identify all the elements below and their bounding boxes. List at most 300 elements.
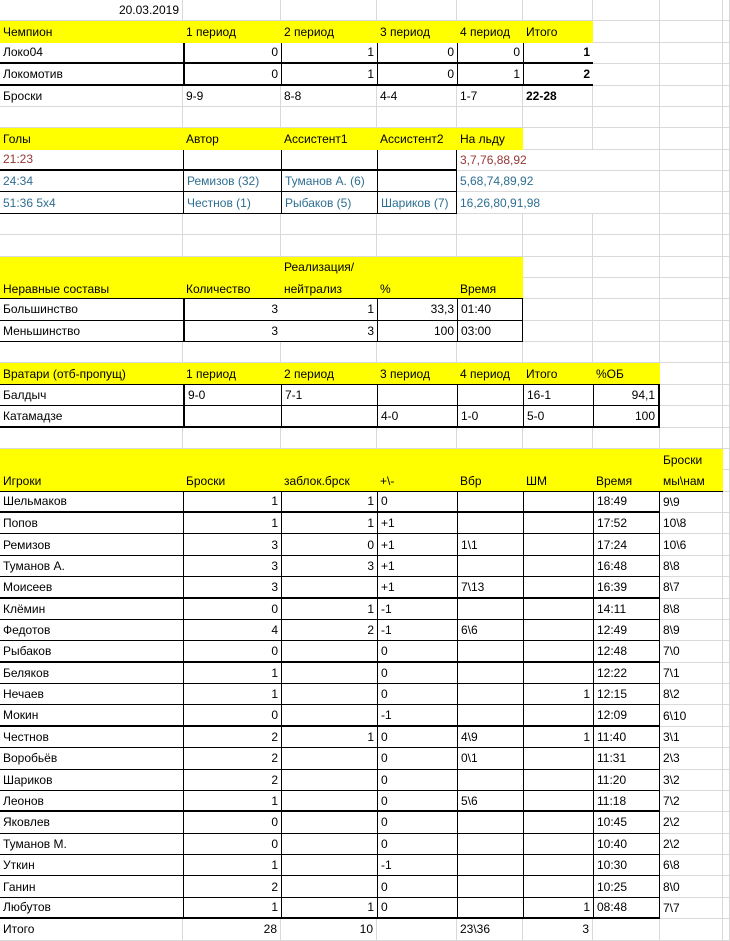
player-name-cell[interactable]: Воробьёв	[0, 748, 183, 769]
date-cell[interactable]: 20.03.2019	[0, 0, 183, 21]
col-header[interactable]: %ОБ	[596, 367, 624, 382]
player-name-cell[interactable]: Клёмин	[0, 599, 183, 620]
grid-cell[interactable]	[723, 363, 730, 384]
grid-cell[interactable]	[593, 86, 660, 107]
grid-cell[interactable]	[457, 0, 523, 21]
grid-cell[interactable]	[723, 727, 730, 748]
grid-cell[interactable]	[660, 0, 723, 21]
grid-cell[interactable]	[660, 299, 723, 320]
grid-cell[interactable]	[523, 128, 593, 149]
goal-assist2-cell[interactable]	[377, 171, 457, 192]
data-cell[interactable]	[281, 876, 377, 897]
data-cell[interactable]: 7\0	[660, 641, 723, 662]
data-cell[interactable]: 3	[183, 534, 281, 555]
grid-cell[interactable]	[523, 299, 593, 320]
data-cell[interactable]: 10	[281, 919, 377, 940]
data-cell[interactable]: 0	[183, 43, 281, 64]
goal-assist1-cell[interactable]: Рыбаков (5)	[281, 192, 377, 213]
grid-cell[interactable]	[723, 43, 730, 64]
data-cell[interactable]: -1	[377, 620, 457, 641]
grid-cell[interactable]	[523, 321, 593, 342]
data-cell[interactable]: 16-1	[523, 385, 593, 406]
data-cell[interactable]	[457, 513, 523, 534]
goal-author-cell[interactable]	[183, 150, 281, 171]
grid-cell[interactable]	[723, 235, 730, 256]
data-cell[interactable]: 12:09	[593, 705, 660, 726]
grid-cell[interactable]	[183, 214, 281, 235]
player-name-cell[interactable]: Любутов	[0, 898, 183, 919]
data-cell[interactable]	[523, 812, 593, 833]
data-cell[interactable]: 03:00	[457, 321, 523, 342]
grid-cell[interactable]	[523, 107, 593, 128]
grid-cell[interactable]	[723, 641, 730, 662]
data-cell[interactable]: 0	[377, 663, 457, 684]
player-name-cell[interactable]: Моисеев	[0, 577, 183, 598]
data-cell[interactable]: 0	[183, 641, 281, 662]
on-ice-cell[interactable]: 3,7,76,88,92	[457, 150, 660, 171]
data-cell[interactable]: 6\10	[660, 705, 723, 726]
grid-cell[interactable]	[593, 128, 660, 149]
grid-cell[interactable]	[377, 342, 457, 363]
data-cell[interactable]: 0	[183, 812, 281, 833]
data-cell[interactable]: 01:40	[457, 299, 523, 320]
data-cell[interactable]	[457, 492, 523, 513]
data-cell[interactable]: 1	[281, 43, 377, 64]
total-cell[interactable]: 22-28	[523, 86, 593, 107]
grid-cell[interactable]	[723, 919, 730, 940]
col-header[interactable]: 3 период	[380, 25, 430, 40]
data-cell[interactable]: 10:30	[593, 855, 660, 876]
grid-cell[interactable]	[593, 64, 660, 85]
data-cell[interactable]	[523, 556, 593, 577]
data-cell[interactable]	[281, 748, 377, 769]
data-cell[interactable]: 0	[183, 64, 281, 85]
grid-cell[interactable]	[593, 428, 660, 449]
col-header[interactable]: 2 период	[284, 367, 334, 382]
data-cell[interactable]: 2\2	[660, 812, 723, 833]
data-cell[interactable]: 8\2	[660, 684, 723, 705]
data-cell[interactable]: 0	[377, 770, 457, 791]
grid-cell[interactable]	[593, 278, 660, 299]
data-cell[interactable]	[281, 641, 377, 662]
grid-cell[interactable]	[523, 235, 593, 256]
col-header[interactable]: Броски	[186, 473, 226, 488]
grid-cell[interactable]	[593, 107, 660, 128]
col-header[interactable]: Чемпион	[3, 25, 53, 40]
data-cell[interactable]: 12:48	[593, 641, 660, 662]
grid-cell[interactable]	[723, 898, 730, 919]
grid-cell[interactable]	[377, 107, 457, 128]
grid-cell[interactable]	[723, 64, 730, 85]
data-cell[interactable]: +1	[377, 556, 457, 577]
data-cell[interactable]: 2	[183, 748, 281, 769]
grid-cell[interactable]	[660, 86, 723, 107]
grid-cell[interactable]	[593, 43, 660, 64]
data-cell[interactable]: 2	[183, 727, 281, 748]
grid-cell[interactable]	[523, 342, 593, 363]
grid-cell[interactable]	[281, 428, 377, 449]
data-cell[interactable]: 14:11	[593, 599, 660, 620]
data-cell[interactable]	[523, 834, 593, 855]
row-label[interactable]: Итого	[0, 919, 183, 940]
col-header[interactable]: Количество	[186, 281, 251, 296]
grid-cell[interactable]	[660, 21, 723, 42]
col-header[interactable]: %	[380, 281, 391, 296]
player-name-cell[interactable]: Федотов	[0, 620, 183, 641]
grid-cell[interactable]	[593, 214, 660, 235]
grid-cell[interactable]	[723, 577, 730, 598]
data-cell[interactable]: 4-0	[377, 406, 457, 427]
data-cell[interactable]: 94,1	[593, 385, 660, 406]
col-header[interactable]: Ассистент2	[380, 131, 444, 146]
grid-cell[interactable]	[723, 278, 730, 299]
data-cell[interactable]: 10\8	[660, 513, 723, 534]
data-cell[interactable]: 3	[281, 556, 377, 577]
data-cell[interactable]: 1\1	[457, 534, 523, 555]
grid-cell[interactable]	[660, 171, 723, 192]
grid-cell[interactable]	[0, 214, 183, 235]
grid-cell[interactable]	[660, 257, 723, 278]
grid-cell[interactable]	[660, 43, 723, 64]
data-cell[interactable]	[523, 492, 593, 513]
grid-cell[interactable]	[377, 214, 457, 235]
data-cell[interactable]	[183, 406, 281, 427]
data-cell[interactable]: 5\6	[457, 791, 523, 812]
grid-cell[interactable]	[523, 257, 593, 278]
data-cell[interactable]: 33,3	[377, 299, 457, 320]
goal-time-cell[interactable]: 21:23	[0, 150, 183, 171]
data-cell[interactable]: +1	[377, 577, 457, 598]
data-cell[interactable]: 1	[281, 599, 377, 620]
grid-cell[interactable]	[723, 513, 730, 534]
grid-cell[interactable]	[377, 0, 457, 21]
goal-assist1-cell[interactable]: Туманов А. (6)	[281, 171, 377, 192]
player-name-cell[interactable]: Честнов	[0, 727, 183, 748]
player-name-cell[interactable]: Туманов М.	[0, 834, 183, 855]
grid-cell[interactable]	[723, 705, 730, 726]
data-cell[interactable]: 1	[183, 663, 281, 684]
player-name-cell[interactable]: Рыбаков	[0, 641, 183, 662]
data-cell[interactable]: 11:18	[593, 791, 660, 812]
grid-cell[interactable]	[723, 534, 730, 555]
data-cell[interactable]: 100	[377, 321, 457, 342]
grid-cell[interactable]	[723, 21, 730, 42]
grid-cell[interactable]	[593, 321, 660, 342]
data-cell[interactable]: 3	[183, 556, 281, 577]
col-header[interactable]: Время	[596, 473, 633, 488]
grid-cell[interactable]	[281, 214, 377, 235]
data-cell[interactable]: 10:45	[593, 812, 660, 833]
goal-time-cell[interactable]: 51:36 5x4	[0, 192, 183, 213]
data-cell[interactable]	[281, 770, 377, 791]
data-cell[interactable]: 3\1	[660, 727, 723, 748]
data-cell[interactable]: 3	[523, 919, 593, 940]
player-name-cell[interactable]: Шельмаков	[0, 492, 183, 513]
data-cell[interactable]	[523, 620, 593, 641]
data-cell[interactable]: 11:31	[593, 748, 660, 769]
data-cell[interactable]: 1	[183, 513, 281, 534]
goal-assist2-cell[interactable]	[377, 150, 457, 171]
data-cell[interactable]	[457, 834, 523, 855]
grid-cell[interactable]	[457, 428, 523, 449]
grid-cell[interactable]	[660, 321, 723, 342]
data-cell[interactable]: 1	[183, 684, 281, 705]
grid-cell[interactable]	[723, 812, 730, 833]
data-cell[interactable]: 2	[281, 620, 377, 641]
data-cell[interactable]: 8\7	[660, 577, 723, 598]
total-cell[interactable]: 2	[523, 64, 593, 85]
data-cell[interactable]: +1	[377, 534, 457, 555]
player-name-cell[interactable]: Ремизов	[0, 534, 183, 555]
data-cell[interactable]: 0	[377, 492, 457, 513]
data-cell[interactable]	[523, 855, 593, 876]
data-cell[interactable]: 2\2	[660, 834, 723, 855]
grid-cell[interactable]	[660, 278, 723, 299]
grid-cell[interactable]	[377, 919, 457, 940]
data-cell[interactable]: 17:24	[593, 534, 660, 555]
data-cell[interactable]	[457, 812, 523, 833]
goalie-name-cell[interactable]: Балдыч	[0, 385, 183, 406]
data-cell[interactable]: +1	[377, 513, 457, 534]
data-cell[interactable]	[281, 663, 377, 684]
grid-cell[interactable]	[0, 107, 183, 128]
data-cell[interactable]: 9-0	[183, 385, 281, 406]
grid-cell[interactable]	[0, 235, 183, 256]
grid-cell[interactable]	[723, 107, 730, 128]
data-cell[interactable]: 0	[281, 534, 377, 555]
data-cell[interactable]: 18:49	[593, 492, 660, 513]
data-cell[interactable]	[523, 641, 593, 662]
grid-cell[interactable]	[660, 363, 723, 384]
grid-cell[interactable]	[593, 235, 660, 256]
grid-cell[interactable]	[457, 214, 523, 235]
col-header[interactable]: мы\нам	[663, 473, 705, 488]
grid-cell[interactable]	[723, 257, 730, 278]
grid-cell[interactable]	[723, 171, 730, 192]
grid-cell[interactable]	[723, 86, 730, 107]
grid-cell[interactable]	[377, 235, 457, 256]
goal-assist1-cell[interactable]	[281, 150, 377, 171]
data-cell[interactable]: 1	[183, 855, 281, 876]
data-cell[interactable]: 1	[523, 727, 593, 748]
data-cell[interactable]: 9-9	[183, 86, 281, 107]
grid-cell[interactable]	[281, 235, 377, 256]
grid-cell[interactable]	[723, 321, 730, 342]
data-cell[interactable]: 0\1	[457, 748, 523, 769]
data-cell[interactable]	[457, 641, 523, 662]
row-label[interactable]: Броски	[0, 86, 183, 107]
data-cell[interactable]: 0	[183, 705, 281, 726]
grid-cell[interactable]	[723, 406, 730, 427]
data-cell[interactable]: 8\8	[660, 599, 723, 620]
grid-cell[interactable]	[723, 385, 730, 406]
data-cell[interactable]: -1	[377, 705, 457, 726]
grid-cell[interactable]	[281, 342, 377, 363]
data-cell[interactable]: 1	[523, 684, 593, 705]
data-cell[interactable]: 8\8	[660, 556, 723, 577]
data-cell[interactable]: 17:52	[593, 513, 660, 534]
col-header[interactable]: Итого	[526, 367, 558, 382]
grid-cell[interactable]	[593, 0, 660, 21]
data-cell[interactable]: 0	[377, 748, 457, 769]
data-cell[interactable]: 12:15	[593, 684, 660, 705]
data-cell[interactable]: 4	[183, 620, 281, 641]
player-name-cell[interactable]: Туманов А.	[0, 556, 183, 577]
col-header[interactable]: 1 период	[186, 367, 236, 382]
data-cell[interactable]: 1-0	[457, 406, 523, 427]
data-cell[interactable]	[457, 770, 523, 791]
grid-cell[interactable]	[457, 107, 523, 128]
data-cell[interactable]	[457, 599, 523, 620]
data-cell[interactable]: -1	[377, 855, 457, 876]
data-cell[interactable]	[281, 705, 377, 726]
grid-cell[interactable]	[660, 214, 723, 235]
col-header[interactable]: Итого	[526, 25, 558, 40]
grid-cell[interactable]	[723, 492, 730, 513]
grid-cell[interactable]	[593, 919, 660, 940]
grid-cell[interactable]	[281, 0, 377, 21]
data-cell[interactable]: 8-8	[281, 86, 377, 107]
data-cell[interactable]	[281, 406, 377, 427]
grid-cell[interactable]	[723, 556, 730, 577]
data-cell[interactable]	[523, 876, 593, 897]
data-cell[interactable]	[523, 663, 593, 684]
data-cell[interactable]: 16:48	[593, 556, 660, 577]
data-cell[interactable]: 1	[183, 492, 281, 513]
grid-cell[interactable]	[723, 299, 730, 320]
grid-cell[interactable]	[593, 21, 660, 42]
data-cell[interactable]: 2	[183, 876, 281, 897]
grid-cell[interactable]	[660, 192, 723, 213]
grid-cell[interactable]	[281, 107, 377, 128]
data-cell[interactable]	[281, 791, 377, 812]
grid-cell[interactable]	[723, 428, 730, 449]
data-cell[interactable]: 7-1	[281, 385, 377, 406]
data-cell[interactable]: 6\6	[457, 620, 523, 641]
col-header[interactable]: Броски	[663, 452, 703, 467]
grid-cell[interactable]	[523, 214, 593, 235]
data-cell[interactable]: 1	[183, 791, 281, 812]
col-header[interactable]: Автор	[186, 131, 219, 146]
data-cell[interactable]	[281, 855, 377, 876]
data-cell[interactable]: 0	[377, 43, 457, 64]
col-header[interactable]: На льду	[460, 131, 505, 146]
data-cell[interactable]: 11:20	[593, 770, 660, 791]
data-cell[interactable]: 0	[377, 876, 457, 897]
col-header[interactable]: Вратари (отб-пропущ)	[3, 367, 126, 382]
data-cell[interactable]: 0	[377, 684, 457, 705]
grid-cell[interactable]	[723, 855, 730, 876]
data-cell[interactable]	[457, 385, 523, 406]
data-cell[interactable]: 1	[281, 898, 377, 919]
grid-cell[interactable]	[660, 406, 723, 427]
data-cell[interactable]	[523, 577, 593, 598]
col-header[interactable]: +\-	[380, 473, 395, 488]
data-cell[interactable]: 2	[183, 770, 281, 791]
grid-cell[interactable]	[183, 107, 281, 128]
grid-cell[interactable]	[723, 663, 730, 684]
data-cell[interactable]	[523, 599, 593, 620]
data-cell[interactable]: 10\6	[660, 534, 723, 555]
grid-cell[interactable]	[723, 684, 730, 705]
data-cell[interactable]: 1	[281, 513, 377, 534]
grid-cell[interactable]	[523, 278, 593, 299]
data-cell[interactable]	[281, 812, 377, 833]
grid-cell[interactable]	[660, 428, 723, 449]
data-cell[interactable]: 8\0	[660, 876, 723, 897]
grid-cell[interactable]	[723, 620, 730, 641]
data-cell[interactable]: 0	[377, 812, 457, 833]
data-cell[interactable]: 3	[183, 299, 281, 320]
data-cell[interactable]: 0	[377, 834, 457, 855]
col-header[interactable]: ШМ	[526, 473, 547, 488]
data-cell[interactable]: 1	[281, 492, 377, 513]
col-header[interactable]: Реализация/	[284, 260, 355, 275]
data-cell[interactable]: 1	[281, 64, 377, 85]
player-name-cell[interactable]: Попов	[0, 513, 183, 534]
data-cell[interactable]	[457, 855, 523, 876]
data-cell[interactable]: 12:49	[593, 620, 660, 641]
data-cell[interactable]: 8\9	[660, 620, 723, 641]
grid-cell[interactable]	[723, 834, 730, 855]
data-cell[interactable]: 9\9	[660, 492, 723, 513]
data-cell[interactable]: 3\2	[660, 770, 723, 791]
data-cell[interactable]: 08:48	[593, 898, 660, 919]
data-cell[interactable]	[523, 513, 593, 534]
grid-cell[interactable]	[660, 107, 723, 128]
player-name-cell[interactable]: Уткин	[0, 855, 183, 876]
data-cell[interactable]: 0	[377, 898, 457, 919]
grid-cell[interactable]	[723, 599, 730, 620]
grid-cell[interactable]	[723, 748, 730, 769]
goal-author-cell[interactable]: Честнов (1)	[183, 192, 281, 213]
grid-cell[interactable]	[457, 342, 523, 363]
data-cell[interactable]	[457, 684, 523, 705]
data-cell[interactable]: 10:40	[593, 834, 660, 855]
player-name-cell[interactable]: Нечаев	[0, 684, 183, 705]
grid-cell[interactable]	[723, 192, 730, 213]
data-cell[interactable]: 4\9	[457, 727, 523, 748]
col-header[interactable]: Неравные составы	[3, 281, 110, 296]
col-header[interactable]: 4 период	[460, 25, 510, 40]
data-cell[interactable]: 0	[377, 727, 457, 748]
grid-cell[interactable]	[660, 64, 723, 85]
grid-cell[interactable]	[0, 428, 183, 449]
player-name-cell[interactable]: Беляков	[0, 663, 183, 684]
goal-author-cell[interactable]: Ремизов (32)	[183, 171, 281, 192]
grid-cell[interactable]	[723, 150, 730, 171]
data-cell[interactable]: 0	[183, 599, 281, 620]
data-cell[interactable]: 1-7	[457, 86, 523, 107]
grid-cell[interactable]	[723, 214, 730, 235]
player-name-cell[interactable]: Ганин	[0, 876, 183, 897]
data-cell[interactable]	[523, 791, 593, 812]
data-cell[interactable]: 1	[281, 299, 377, 320]
grid-cell[interactable]	[593, 299, 660, 320]
data-cell[interactable]: 0	[377, 641, 457, 662]
data-cell[interactable]: 11:40	[593, 727, 660, 748]
data-cell[interactable]	[457, 556, 523, 577]
grid-cell[interactable]	[723, 128, 730, 149]
data-cell[interactable]: 4-4	[377, 86, 457, 107]
team-name-cell[interactable]: Локо04	[0, 43, 183, 64]
data-cell[interactable]	[523, 748, 593, 769]
col-header[interactable]: Время	[460, 281, 497, 296]
goal-time-cell[interactable]: 24:34	[0, 171, 183, 192]
grid-cell[interactable]	[723, 876, 730, 897]
data-cell[interactable]	[457, 898, 523, 919]
grid-cell[interactable]	[0, 342, 183, 363]
